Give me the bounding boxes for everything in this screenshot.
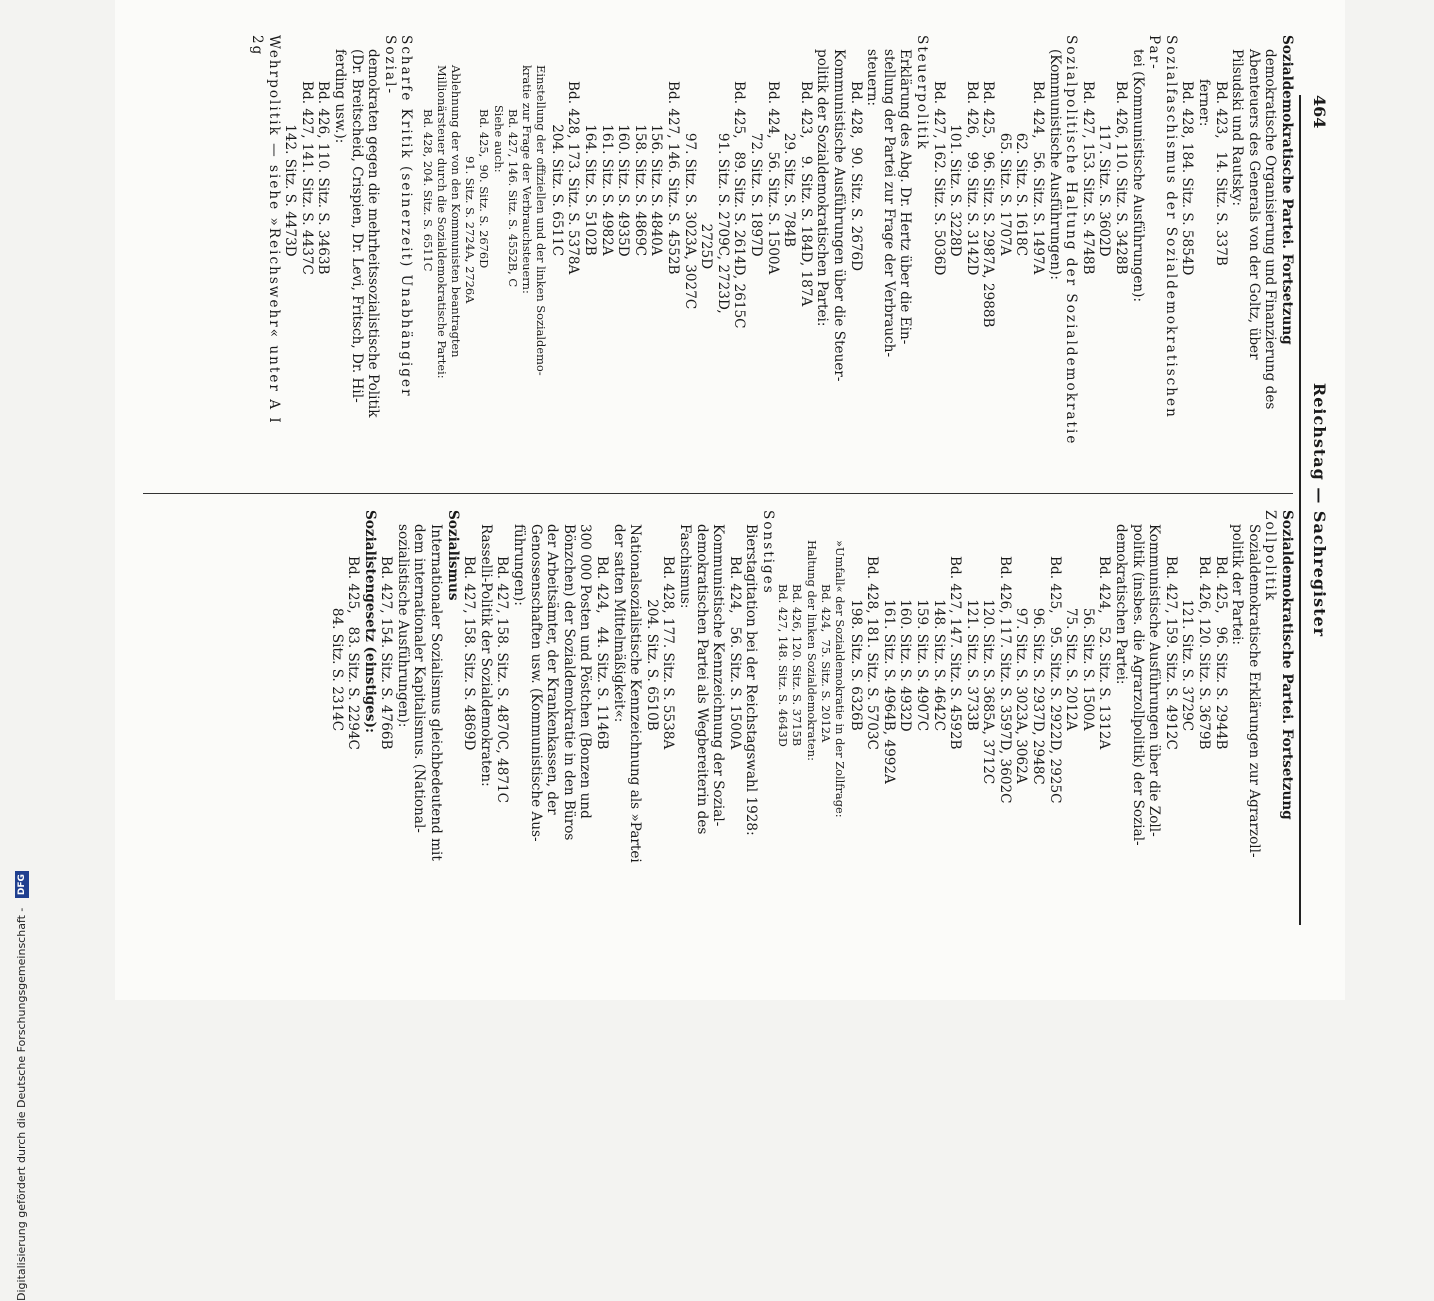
reference-line: Bd. 427, 146. Sitz. S. 4552B bbox=[665, 81, 682, 275]
index-entry-line: Internationaler Sozialismus gleichbedeutend mit bbox=[428, 524, 445, 861]
reference-line: 62. Sitz. S. 1618C bbox=[1013, 81, 1030, 257]
reference-line: 204. Sitz. S. 6510B bbox=[643, 556, 660, 731]
reference-line: Bd. 423, 14. Sitz. S. 337B bbox=[1212, 81, 1229, 266]
index-entry-line: Bierstagitation bei der Reichstagswahl 1928: bbox=[743, 524, 760, 836]
reference-line: Bd. 427, 153. Sitz. S. 4748B bbox=[1079, 81, 1096, 275]
reference-line: 121. Sitz. S. 3729C bbox=[1179, 556, 1196, 732]
index-entry-line: Rasselli-Politik der Sozialdemokraten: bbox=[477, 524, 494, 787]
reference-line: 97. Sitz. S. 3023A, 3027C bbox=[681, 81, 698, 310]
reference-line: Bd. 427, 158. Sitz. S. 4870C, 4871C bbox=[494, 556, 511, 804]
reference-line: Bd. 423, 9. Sitz. S. 184D, 187A bbox=[797, 81, 814, 307]
reference-line: Bd. 428, 90. Sitz. S. 2676D bbox=[847, 81, 864, 272]
dfg-logo-icon: DFG bbox=[15, 871, 29, 898]
reference-line: 84. Sitz. S. 2314C bbox=[328, 556, 345, 732]
right-column bbox=[145, 510, 1295, 925]
index-entry-line: demokratischen Partei: bbox=[1113, 524, 1130, 685]
reference-line: Bd. 427, 162. Sitz. S. 5036D bbox=[930, 81, 947, 276]
index-entry-line: 300 000 Posten und Pöstchen (Bonzen und bbox=[577, 524, 594, 819]
reference-line: 97. Sitz. S. 3023A, 3062A bbox=[1013, 556, 1030, 784]
reference-line: Bd. 425, 95. Sitz. S. 2922D, 2925C bbox=[1046, 556, 1063, 804]
index-entry-line: Zollpolitik bbox=[1262, 510, 1279, 602]
reference-line: Bd. 424, 56. Sitz. S. 1500A bbox=[764, 81, 781, 275]
reference-line: 96. Sitz. S. 2937D, 2948C bbox=[1030, 556, 1047, 785]
left-column bbox=[145, 35, 1295, 450]
index-entry-line: Siehe auch: bbox=[491, 105, 506, 173]
reference-line: 121. Sitz. S. 3733B bbox=[963, 556, 980, 731]
scanned-page bbox=[115, 0, 1345, 1000]
column-divider bbox=[143, 493, 1293, 494]
index-entry-line: (Kommunistische Ausführungen): bbox=[1046, 49, 1063, 280]
index-entry-line: ferding usw.): bbox=[332, 49, 349, 144]
index-entry-line: dem internationaler Kapitalismus. (National- bbox=[411, 524, 428, 833]
index-entry-line: Kommunistische Ausführungen über die Steuer- bbox=[830, 49, 847, 382]
reference-line: Bd. 425, 89. Sitz. S. 2614D, 2615C bbox=[731, 81, 748, 329]
reference-line: Bd. 427, 154. Sitz. S. 4766B bbox=[378, 556, 395, 750]
reference-line: 160. Sitz. S. 4932D bbox=[897, 556, 914, 732]
index-entry-line: (Dr. Breitscheid, Crispien, Dr. Levi, Fritsch, Dr. Hil- bbox=[348, 49, 365, 403]
reference-line: Bd. 427, 141. Sitz. S. 4437C bbox=[298, 81, 315, 275]
index-entry-line: steuern: bbox=[864, 49, 881, 107]
reference-line: 117. Sitz. S. 3602D bbox=[1096, 81, 1113, 257]
reference-line: Bd. 427, 148. Sitz. S. 4643D bbox=[776, 584, 791, 747]
reference-line: Bd. 426, 99. Sitz. S. 3142D bbox=[963, 81, 980, 276]
reference-line: 72. Sitz. S. 1897D bbox=[748, 81, 764, 257]
reference-line: 164. Sitz. S. 5102B bbox=[582, 81, 599, 256]
index-entry-line: Pilsudski und Rautsky: bbox=[1229, 49, 1246, 207]
reference-line: Bd. 428, 184. Sitz. S. 5854D bbox=[1179, 81, 1196, 276]
index-entry-line: Wehrpolitik — siehe »Reichswehr« unter A I 2g bbox=[249, 35, 282, 425]
reference-line: 160. Sitz. S. 4935D bbox=[615, 81, 632, 257]
index-entry-line: der satten Mittelmäßigkeit«: bbox=[610, 524, 627, 723]
index-entry-line: politik der Partei: bbox=[1229, 524, 1246, 646]
index-entry-line: kratie zur Frage der Verbrauchsteuern: bbox=[520, 65, 535, 294]
index-entry-line: Steuerpolitik bbox=[913, 35, 930, 151]
reference-line: Bd. 427, 147. Sitz. S. 4592B bbox=[947, 556, 964, 750]
page-header bbox=[1299, 95, 1335, 925]
index-entry-line: stellung der Partei zur Frage der Verbrauch- bbox=[880, 49, 897, 358]
reference-line: Bd. 427, 159. Sitz. S. 4912C bbox=[1162, 556, 1179, 750]
reference-line: Bd. 426, 120. Sitz. S. 3679B bbox=[1196, 556, 1213, 750]
reference-line: 56. Sitz. S. 1500A bbox=[1079, 556, 1096, 731]
reference-line: Bd. 425, 83. Sitz. S. 2294C bbox=[345, 556, 362, 750]
reference-line: 159. Sitz. S. 4907C bbox=[913, 556, 930, 732]
reference-line: Bd. 427, 146. Sitz. S. 4552B, C bbox=[505, 109, 520, 288]
index-entry-line: Genossenschaften usw. (Kommunistische Aus- bbox=[527, 524, 544, 842]
reference-line: 204. Sitz. S. 6511C bbox=[548, 81, 565, 257]
running-title: Reichstag — Sachregister bbox=[1310, 382, 1329, 638]
index-entry-line: tei (Kommunistische Ausführungen): bbox=[1129, 49, 1146, 303]
reference-line: Bd. 425, 96. Sitz. S. 2987A, 2988B bbox=[980, 81, 997, 328]
reference-line: 156. Sitz. S. 4840A bbox=[648, 81, 665, 256]
index-entry-line: Sozialfaschismus der Sozialdemokratischen Par- bbox=[1146, 35, 1179, 419]
reference-line: Bd. 428, 204. Sitz. S. 6511C bbox=[420, 109, 435, 272]
index-entry-line: Scharfe Kritik (seinerzeit) Unabhängiger Sozial- bbox=[381, 35, 415, 398]
index-entry-line: der Arbeitsämter, der Krankenkassen, der bbox=[544, 524, 561, 815]
reference-line: 148. Sitz. S. 4642C bbox=[930, 556, 947, 732]
reference-line: Bd. 426, 110. Sitz. S. 3463B bbox=[315, 81, 332, 275]
reference-line: Bd. 424, 44. Sitz. S. 1146B bbox=[594, 556, 611, 750]
reference-line: 91. Sitz. S. 2724A, 2726A bbox=[463, 109, 478, 304]
reference-line: 120. Sitz. S. 3685A, 3712C bbox=[980, 556, 997, 785]
reference-line: Bd. 424, 52. Sitz. S. 1312A bbox=[1096, 556, 1113, 750]
index-entry-line: Sozialdemokratische Partei. Fortsetzung bbox=[1279, 510, 1295, 820]
reference-line: Bd. 428, 173. Sitz. S. 5378A bbox=[565, 81, 582, 275]
index-entry-line: Abenteuers des Generals von der Goltz, über bbox=[1245, 49, 1262, 360]
index-entry-line: Ablehnung der von den Kommunisten beantragten bbox=[449, 65, 464, 358]
reference-line: 91. Sitz. S. 2709C, 2723D, bbox=[714, 81, 731, 314]
index-entry-line: Sonstiges bbox=[759, 510, 776, 595]
reference-line: Bd. 428, 177. Sitz. S. 5538A bbox=[660, 556, 677, 750]
reference-line: Bd. 424, 56. Sitz. S. 1497A bbox=[1030, 81, 1047, 275]
index-entry-line: Faschismus: bbox=[676, 524, 693, 609]
reference-line: Bd. 427, 158. Sitz. S. 4869D bbox=[461, 556, 478, 751]
reference-line: Bd. 425, 90. Sitz. S. 2676D bbox=[477, 109, 492, 269]
reference-line: Bd. 426, 117. Sitz. S. 3597D, 3602C bbox=[996, 556, 1013, 804]
index-entry-line: ferner: bbox=[1196, 79, 1213, 127]
reference-line: 158. Sitz. S. 4869C bbox=[631, 81, 648, 257]
index-entry-line: demokratische Organisierung und Finanzierung des bbox=[1262, 49, 1279, 410]
reference-line: 2725D bbox=[698, 81, 715, 270]
reference-line: Bd. 424, 56. Sitz. S. 1500A bbox=[726, 556, 743, 750]
page-number: 464 bbox=[1310, 95, 1329, 129]
reference-line: 198. Sitz. S. 6326B bbox=[847, 556, 864, 731]
index-entry-line: Sozialismus bbox=[444, 510, 461, 601]
index-entry-line: Sozialdemokratische Partei. Fortsetzung bbox=[1279, 35, 1295, 345]
reference-line: 142. Sitz. S. 4473D bbox=[282, 81, 299, 257]
index-entry-line: Sozialistengesetz (einstiges): bbox=[361, 510, 378, 734]
reference-line: 101. Sitz. S. 3228D bbox=[947, 81, 964, 257]
reference-line: Bd. 426, 110. Sitz. S. 3428B bbox=[1113, 81, 1130, 275]
reference-line: Bd. 425, 96. Sitz. S. 2944B bbox=[1212, 556, 1229, 750]
reference-line: Bd. 428, 181. Sitz. S. 5703C bbox=[864, 556, 881, 750]
reference-line: Bd. 424, 75. Sitz. S. 2012A bbox=[818, 584, 833, 743]
index-entry-line: sozialistische Ausführungen): bbox=[394, 524, 411, 728]
reference-line: 75. Sitz. S. 2012A bbox=[1063, 556, 1080, 731]
index-entry-line: führungen): bbox=[511, 524, 528, 606]
index-entry-line: demokratischen Partei als Wegbereiterin des bbox=[693, 524, 710, 835]
index-entry-line: Nationalsozialistische Kennzeichnung als »Partei bbox=[627, 524, 644, 863]
digitization-credit bbox=[11, 301, 33, 1301]
index-entry-line: demokraten gegen die mehrheitssozialistische Politik bbox=[365, 49, 382, 418]
index-entry-line: Sozialpolitische Haltung der Sozialdemokratie bbox=[1063, 35, 1080, 446]
index-entry-line: politik der Sozialdemokratischen Partei: bbox=[814, 49, 831, 327]
index-entry-line: Kommunistische Kennzeichnung der Sozial- bbox=[710, 524, 727, 827]
index-entry-line: Kommunistische Ausführungen über die Zoll- bbox=[1146, 524, 1163, 837]
reference-line: 161. Sitz. S. 4964B, 4992A bbox=[880, 556, 897, 784]
index-entry-line: Millionärsteuer durch die Sozialdemokratische Partei: bbox=[434, 65, 449, 379]
index-entry-line: Bönzchen) der Sozialdemokratie in den Büros bbox=[560, 524, 577, 841]
index-entry-line: Haltung der linken Sozialdemokraten: bbox=[804, 540, 819, 761]
reference-line: Bd. 426, 120. Sitz. S. 3715B bbox=[790, 584, 805, 747]
credit-text: Digitalisierung gefördert durch die Deutsche Forschungsgemeinschaft - bbox=[15, 907, 28, 1301]
index-entry-line: Sozialdemokratische Erklärungen zur Agrarzoll- bbox=[1245, 524, 1262, 858]
index-entry-line: »Umfall« der Sozialdemokratie in der Zollfrage: bbox=[832, 540, 847, 818]
reference-line: 29. Sitz. S. 784B bbox=[781, 81, 798, 248]
index-entry-line: Einstellung der offiziellen und der linken Sozialdemo- bbox=[534, 65, 549, 376]
reference-line: 65. Sitz. S. 1707A bbox=[996, 81, 1013, 256]
index-entry-line: politik (insbes. die Agrarzollpolitik) der Sozial- bbox=[1129, 524, 1146, 846]
index-entry-line: Erklärung des Abg. Dr. Hertz über die Ein- bbox=[897, 49, 914, 345]
reference-line: 161. Sitz. S. 4982A bbox=[598, 81, 615, 256]
